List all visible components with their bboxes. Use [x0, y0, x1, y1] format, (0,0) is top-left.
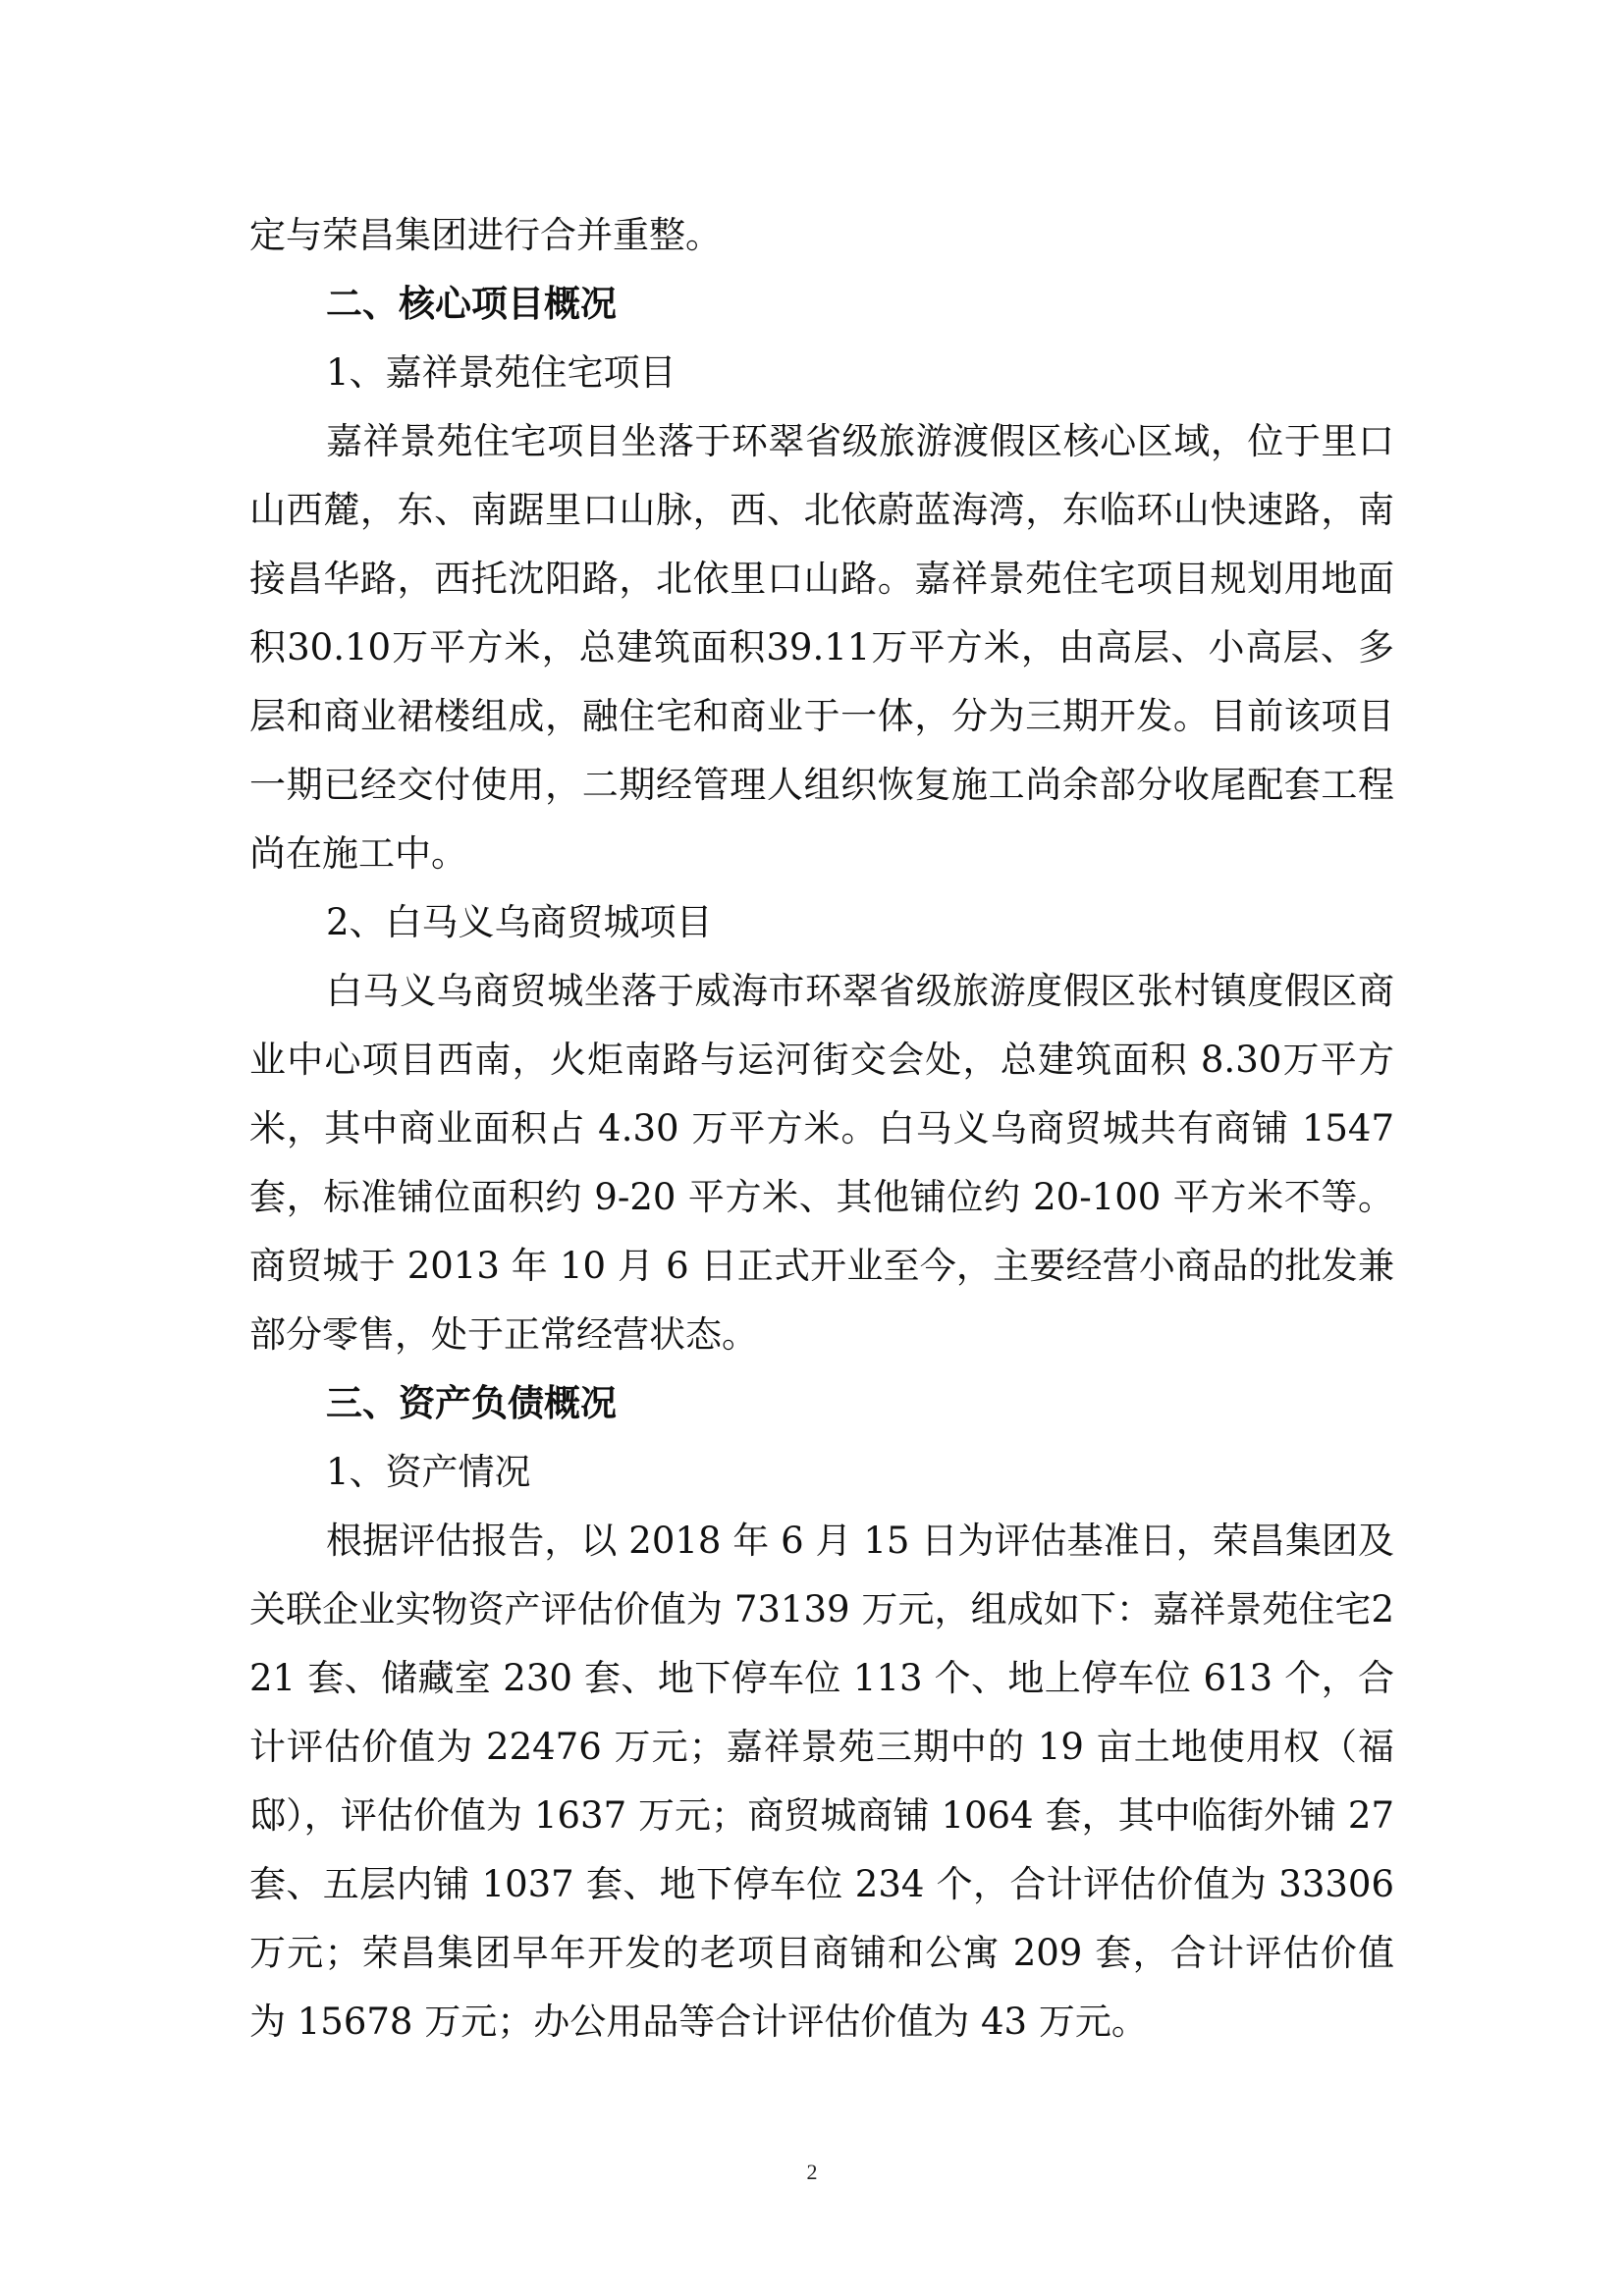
page-number: 2 [806, 2160, 818, 2184]
paragraph-assets: 根据评估报告，以 2018 年 6 月 15 日为评估基准日，荣昌集团及关联企业实物资产评估价值为 73139 万元，组成如下：嘉祥景苑住宅221 套、储藏室 230 套、地下停车位 113 个、地上停车位 613 个，合计评估价值为 22476 万元；嘉祥景苑三期中的 19 亩土地使用权（福邸），评估价值为 1637 万元；商贸城商铺 1064 套，其中临街外铺 27套、五层内铺 1037 套、地下停车位 234 个，合计评估价值为 33306万元；荣昌集团早年开发的老项目商铺和公寓 209 套，合计评估价值为 15678 万元；办公用品等合计评估价值为 43 万元。 [249, 1520, 1394, 2043]
document-body [249, 201, 1394, 2056]
subheading-assets: 1、资产情况 [326, 1451, 531, 1493]
paragraph-baima-project: 白马义乌商贸城坐落于威海市环翠省级旅游度假区张村镇度假区商业中心项目西南，火炬南路与运河街交会处，总建筑面积 8.30万平方米，其中商业面积占 4.30 万平方米。白马义乌商贸城共有商铺 1547 套，标准铺位面积约 9-20 平方米、其他铺位约 20-100 平方米不等。商贸城于 2013 年 10 月 6 日正式开业至今，主要经营小商品的批发兼部分零售，处于正常经营状态。 [249, 970, 1394, 1356]
paragraph-jiaxiang-project: 嘉祥景苑住宅项目坐落于环翠省级旅游渡假区核心区域，位于里口山西麓，东、南踞里口山脉，西、北依蔚蓝海湾，东临环山快速路，南接昌华路，西托沈阳路，北依里口山路。嘉祥景苑住宅项目规划用地面积30.10万平方米，总建筑面积39.11万平方米，由高层、小高层、多层和商业裙楼组成，融住宅和商业于一体，分为三期开发。目前该项目一期已经交付使用，二期经管理人组织恢复施工尚余部分收尾配套工程尚在施工中。 [249, 420, 1394, 875]
section-heading-assets-liabilities: 三、资产负债概况 [326, 1382, 617, 1424]
subheading-baima-project: 2、白马义乌商贸城项目 [326, 901, 713, 943]
subheading-jiaxiang-project: 1、嘉祥景苑住宅项目 [326, 351, 677, 394]
section-heading-core-projects: 二、核心项目概况 [326, 283, 617, 325]
continuation-paragraph: 定与荣昌集团进行合并重整。 [249, 214, 722, 256]
